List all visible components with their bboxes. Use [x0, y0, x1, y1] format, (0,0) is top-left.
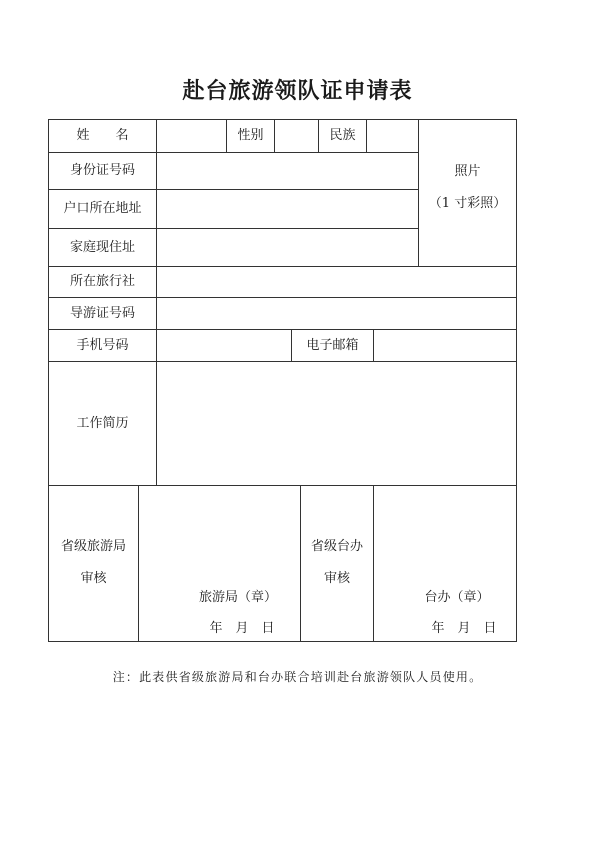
ethnicity-label: 民族	[329, 128, 356, 144]
home-address-field[interactable]	[157, 229, 418, 266]
photo-label: 照片	[454, 164, 481, 179]
photo-hint: （1 寸彩照）	[428, 196, 507, 211]
footnote: 注：此表供省级旅游局和台办联合培训赴台旅游领队人员使用。	[112, 670, 483, 684]
phone-label: 手机号码	[76, 337, 129, 353]
ethnicity-field[interactable]	[367, 120, 418, 152]
gender-label: 性别	[237, 128, 264, 144]
resume-field[interactable]	[157, 362, 516, 485]
phone-field[interactable]	[157, 330, 291, 361]
hukou-address-field[interactable]	[157, 190, 418, 228]
resume-label: 工作简历	[76, 415, 129, 431]
home-address-label: 家庭现住址	[69, 239, 135, 255]
border-bottom	[48, 641, 517, 642]
taiwan-review-label-line2: 审核	[323, 571, 350, 586]
taiwan-review-label-line1: 省级台办	[310, 539, 363, 554]
taiwan-stamp: 台办（章）	[424, 590, 490, 605]
id-number-field[interactable]	[157, 153, 418, 189]
email-label: 电子邮箱	[306, 337, 359, 353]
name-field[interactable]	[157, 120, 226, 152]
guide-number-label: 导游证号码	[69, 305, 135, 321]
gender-field[interactable]	[275, 120, 318, 152]
form-title: 赴台旅游领队证申请表	[182, 79, 413, 104]
name-label: 姓 名	[76, 128, 129, 144]
border-right	[516, 119, 517, 642]
guide-number-field[interactable]	[157, 298, 516, 329]
taiwan-review-label	[301, 530, 373, 596]
photo-area[interactable]	[419, 150, 516, 226]
email-field[interactable]	[374, 330, 516, 361]
tourism-date: 年 月 日	[209, 621, 275, 636]
tourism-review-label-line2: 审核	[80, 571, 107, 586]
agency-label: 所在旅行社	[69, 274, 135, 290]
tourism-review-label	[49, 530, 138, 596]
id-number-label: 身份证号码	[69, 163, 135, 179]
taiwan-date: 年 月 日	[431, 621, 497, 636]
agency-field[interactable]	[157, 267, 516, 297]
tourism-stamp: 旅游局（章）	[198, 590, 277, 605]
tourism-review-label-line1: 省级旅游局	[60, 539, 126, 554]
hukou-address-label: 户口所在地址	[63, 201, 142, 217]
